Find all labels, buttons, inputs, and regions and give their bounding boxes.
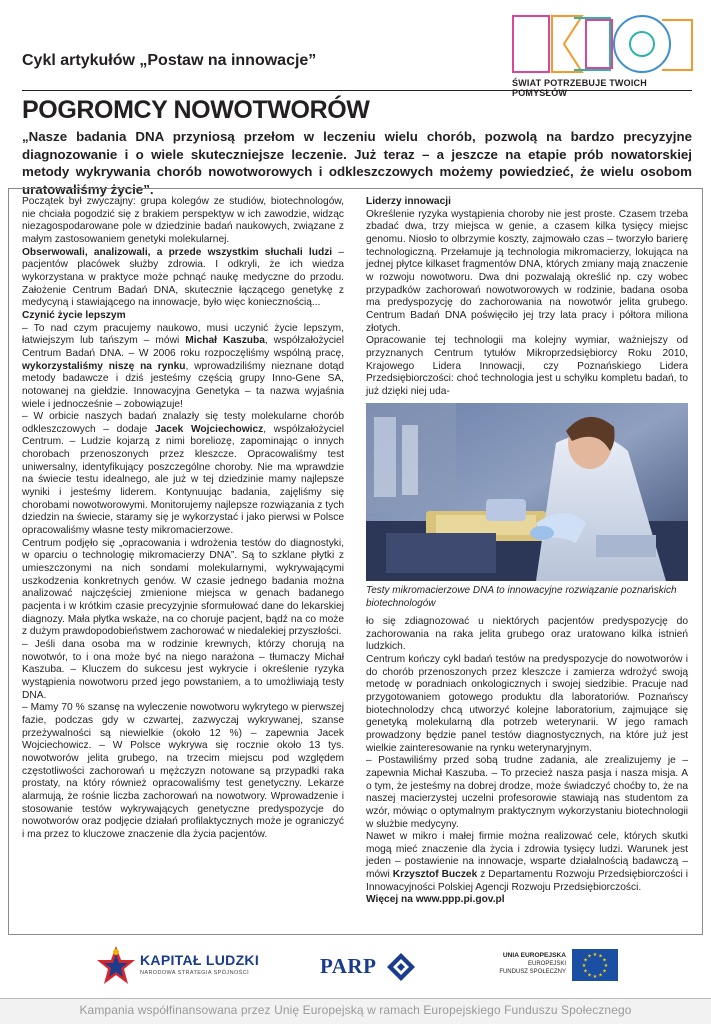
paragraph [22, 323, 344, 412]
paragraph: Opracowanie tej technologii ma kolejny wymiar, ważniejszy od przyznanych Centrum tytułów Mikroprzedsiębiorcy Roku 2010, Krajowego Lidera Innowacji, czy Poznańskiego Lidera Przedsiębiorczości: choć technologia jest u schyłku kompletu badań, to już dzięki niej uda- [366, 335, 688, 397]
kl-title: KAPITAŁ LUDZKI [140, 952, 260, 968]
parp-diamond-icon [386, 952, 416, 982]
paragraph [22, 411, 344, 538]
text-run: , współzałożyciel Centrum Badań DNA. – W 2006 roku rozpoczęliśmy wspólną pracę, [22, 335, 344, 359]
svg-text:★: ★ [581, 963, 587, 969]
logo-caption: ŚWIAT POTRZEBUJE TWOICH POMYSŁÓW [512, 78, 647, 98]
text-run: – pacjentów placówek służby zdrowia. I odkryli, że ich wiedza wykorzystana w praktyce może pchnąć naukę medyczne do przodu. Założenie Centrum Badań DNA, skutecznie łączącego genetykę z medycyną i stawiającego na innowacje, było więc koniecznością... [22, 246, 344, 309]
kapital-ludzki-logo [96, 944, 286, 990]
paragraph: ło się zdiagnozować u niektórych pacjentów predyspozycję do zachorowania na raka jelita grubego oraz uratowano kilka istnień ludzkich. [366, 616, 688, 653]
section-heading: Czynić życie lepszym [22, 309, 126, 321]
eu-line-1: UNIA EUROPEJSKA [502, 952, 566, 959]
eu-line-3: FUNDUSZ SPOŁECZNY [499, 969, 566, 975]
person-name: Krzysztof Buczek [392, 869, 478, 881]
paragraph: Centrum kończy cykl badań testów na predyspozycje do nowotworów i do chorób przenoszonych przez kleszcze i zamierza wdrożyć swoją metodę w poradniach onkologicznych i swojej siedzibie. Pracuje nad przygotowaniem gotowego produktu dla laboratoriów. Poznańscy biotechnolodzy chcą utworzyć kolejne laboratorium, zajmujące się genetyką molekularną dla potrzeb weterynarii. W jego ramach prowadzony będzie panel testów diagnostycznych, na które już jest wielkie zainteresowanie na rynku weterynaryjnym. [366, 653, 688, 754]
article-lead: „Nasze badania DNA przyniosą przełom w leczeniu wielu chorób, pozwolą na bardzo precyzyjne diagnozowanie i o wiele skuteczniejsze leczenie. Już teraz – a jeszcze na etapie prób nowatorskiej metody wykrywania chorób nowotworowych i odkleszczowych możemy powiedzieć, że wielu osobom uratowaliśmy życie”. [22, 129, 692, 197]
photo-caption: Testy mikromacierzowe DNA to innowacyjne rozwiązanie poznańskich biotechnologów [366, 585, 677, 609]
svg-text:★: ★ [602, 957, 607, 964]
svg-text:★: ★ [587, 972, 592, 979]
paragraph: – Mamy 70 % szansę na wyleczenie nowotworu wykrytego w pierwszej fazie, podczas gdy w czwartej, zazwyczaj wykrywanej, szanse przeżywalności są niewielkie (około 12 %) – zapewnia Jacek Wojciechowicz. – W Polsce wykrywa się rocznie około 13 tys. nowotworów jelita grubego, na trzecim miejscu pod względem częstotliwości zachorowań u mężczyzn notowane są przypadki raka prostaty, na który również opracowaliśmy test genetyczny. Lekarze alarmują, że rośnie liczba zachorowań na nowotwory. Wprowadzenie i stosowanie testów wykrywających genetyczne predyspozycje do nowotworów oraz podjęcie działań profilaktycznych może je ograniczyć i ma przez to kluczowe znaczenie dla życia pacjentów. [22, 702, 344, 840]
bold-phrase: wykorzystaliśmy niszę na rynku [22, 360, 186, 372]
parp-wordmark: PARP [320, 954, 377, 978]
svg-text:★: ★ [587, 953, 592, 960]
person-name: Michał Kaszuba [185, 335, 265, 347]
eu-logo [492, 946, 618, 992]
paragraph: Centrum podjęło się „opracowania i wdrożenia testów do diagnostyki, w oparciu o technologię mikromacierzy DNA”. Są to szklane płytki z umieszczonymi na nich sondami molekularnymi, wykrywającymi uszkodzenia konkretnych genów. W czasie jednego badania można analizować najczęściej zmienione miejsca w genach badanego pacjenta i w krótkim czasie precyzyjnie sformułować dane do lekarskiej diagnozy. Mała płytka wskaże, na co choruje pacjent, bądź na co może z dużym prawdopodobieństwem zachorować w niedalekiej przyszłości. [22, 537, 344, 638]
article-title: POGROMCY NOWOTWORÓW [22, 96, 370, 124]
eu-line-2: EUROPEJSKI [527, 961, 566, 967]
paragraph: – Postawiliśmy przed sobą trudne zadania, ale zrealizujemy je – zapewnia Michał Kaszuba. – To przecież nasza pasja i nasza misja. A o tym, że jesteśmy na dobrej drodze, może świadczyć choćby to, że na naszej macierzystej uczelni profesorowie stawiają nas studentom za wzór, mówiąc o optymalnym praktycznym wykorzystaniu biotechnologii w służbie medycyny. [366, 755, 688, 830]
parp-logo [320, 948, 420, 988]
text-run: z Departamentu Rozwoju Przedsiębiorczości i Innowacyjności Polskiej Agencji Rozwoju Przedsiębiorczości. [366, 869, 689, 893]
person-name: Jacek Wojciechowicz [154, 423, 264, 435]
right-column-top [366, 196, 688, 399]
svg-text:★: ★ [592, 974, 598, 980]
eu-flag-icon [572, 949, 618, 981]
eu-stars-icon [572, 949, 618, 981]
text-run: , wprowadziliśmy nieznane dotąd metody badawcze i dziś jesteśmy częścią grupy Inno-Gene SA, notowanej na giełdzie. Innowacyjna Genetyka – ta nazwa wyjaśnia wiele i jednocześnie – zobowiązuje! [22, 360, 344, 410]
svg-text:★: ★ [598, 953, 603, 960]
paragraph: Początek był zwyczajny: grupa kolegów ze studiów, biotechnologów, nie chciała pogodzić się z brakiem perspektyw w ich zawodzie, widząc niezagospodarowane pole w dziedzinie badań naukowych, związane z małym zastosowaniem genetyki molekularnej. [22, 196, 344, 245]
svg-text:★: ★ [598, 972, 603, 979]
right-column-bottom [366, 616, 688, 907]
section-heading: Liderzy innowacji [366, 196, 451, 207]
sponsor-logos [0, 938, 711, 998]
paragraph [366, 831, 688, 894]
svg-text:★: ★ [592, 952, 598, 958]
bold-phrase: Obserwowali, analizowali, a przede wszystkim słuchali ludzi [22, 246, 333, 258]
svg-text:★: ★ [603, 963, 609, 969]
text-run: Nawet w mikro i małej firmie można realizować cele, których skutki mogą mieć znaczenie dla życia i zdrowia tysięcy ludzi. Warunek jest jeden – postawienie na innowacje, wsparte działalnością badawczą – mówi [366, 831, 688, 881]
text-run: – To nad czym pracujemy naukowo, musi uczynić życie lepszym, łatwiejszym lub tańszym – mówi [22, 322, 344, 347]
website-link[interactable]: Więcej na www.ppp.pi.gov.pl [366, 894, 505, 906]
svg-text:★: ★ [602, 968, 607, 975]
ideas-logo-icon [512, 12, 694, 78]
star-person-icon [96, 944, 136, 990]
header-rule [22, 90, 692, 91]
campaign-note: Kampania współfinansowana przez Unię Europejską w ramach Europejskiego Funduszu Społecznego [79, 1003, 632, 1017]
series-title: Cykl artykułów „Postaw na innowacje” [22, 52, 317, 69]
eu-text [492, 952, 566, 976]
paragraph: Określenie ryzyka wystąpienia choroby nie jest proste. Czasem trzeba zbadać dwa, trzy miejsca w genie, a czasem kilka tysięcy miejsc genomu. Niosło to olbrzymie koszty, zajmowało czas – tworzyło barierę technologiczną. Przełamuje ją technologia mikromacierzy, lokująca na jednej płytce kilkaset fragmentów DNA, których zmiany mają znaczenie w rozwoju nowotworu. Dwa dni pozwalają określić np. czy wobec przypadków zachorowań nowotworowych w rodzinie, badana osoba ma predyspozycję do zachorowania na nowotwór jelita grubego. Centrum Badań DNA poświęciło jej trzy lata pracy i półtora miliona złotych. [366, 208, 688, 334]
kl-subtitle: NARODOWA STRATEGIA SPÓJNOŚCI [140, 970, 249, 976]
svg-text:★: ★ [583, 968, 588, 975]
text-run: , współzałożyciel Centrum. – Ludzie kojarzą z nimi boreliozę, zapominając o innych chorobach przenoszonych przez kleszcze. Opracowaliśmy test uniwersalny, identyfikujący poszczególne choroby. Nie ma wprawdzie na świecie testu idealnego, ale już w tej dziedzinie mamy najlepsze wyniki i jesteśmy liderem. Kontynuując badania, zajęliśmy się chorobami nowotworowymi. Monitorujemy najlepsze rozwiązania z tych dziedzin na świecie, staramy się je wykorzystać i jako pierwsi w Polsce opracowaliśmy własne testy mikromacierzowe. [22, 423, 345, 537]
lab-photo [366, 403, 688, 581]
paragraph: – Jeśli dana osoba ma w rodzinie krewnych, którzy chorują na nowotwór, to i ona może być na niego narażona – tłumaczy Michał Kaszuba. – Kluczem do sukcesu jest wykrycie i określenie ryzyka wystąpienia nowotworu przed jego powstaniem, a to umożliwiają testy DNA. [22, 638, 344, 701]
text-run: – W orbicie naszych badań znalazły się testy molekularne chorób odkleszczowych – dodaje [22, 411, 344, 435]
paragraph [22, 247, 344, 310]
lab-scientist-image [366, 403, 688, 581]
svg-text:★: ★ [583, 957, 588, 964]
left-column [22, 196, 344, 841]
